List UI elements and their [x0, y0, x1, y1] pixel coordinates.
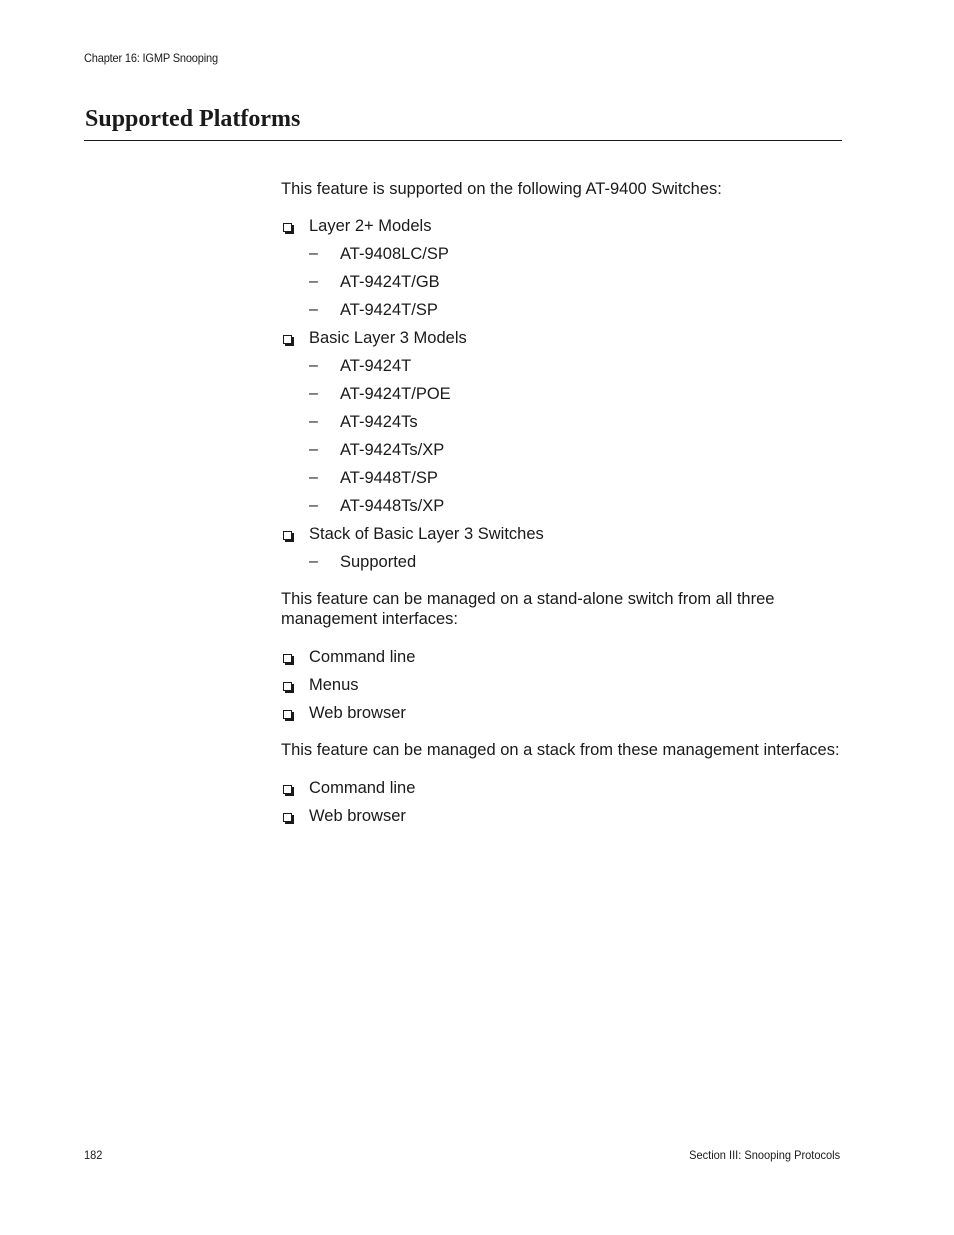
standalone-paragraph: This feature can be managed on a stand-alone switch from all three management interfaces:: [281, 590, 775, 628]
list-item: [281, 272, 841, 300]
list-item: [281, 384, 841, 412]
list-item: [281, 356, 841, 384]
model-name: AT-9424T/SP: [340, 301, 438, 319]
stack-interface-list: [281, 778, 841, 834]
checkbox-bullet-icon: [281, 677, 301, 697]
model-name: Supported: [340, 553, 417, 571]
page-title: Supported Platforms: [85, 106, 301, 132]
checkbox-bullet-icon: [281, 705, 301, 725]
model-name: AT-9448T/SP: [340, 469, 438, 487]
model-name: AT-9448Ts/XP: [340, 497, 445, 515]
list-item: [281, 496, 841, 524]
platform-group-label: Layer 2+ Models: [309, 217, 432, 235]
page-content: [281, 179, 841, 834]
model-name: AT-9408LC/SP: [340, 245, 449, 263]
platform-group-label: Stack of Basic Layer 3 Switches: [309, 525, 544, 543]
model-name: AT-9424Ts: [340, 413, 418, 431]
list-item: [281, 216, 841, 244]
list-item: [281, 647, 841, 675]
list-item: [281, 468, 841, 496]
list-item: [281, 412, 841, 440]
checkbox-bullet-icon: [281, 218, 301, 238]
dash-bullet: –: [309, 497, 318, 514]
checkbox-bullet-icon: [281, 649, 301, 669]
list-item: [281, 806, 841, 834]
list-item: [281, 244, 841, 272]
model-name: AT-9424T/GB: [340, 273, 440, 291]
title-rule: [84, 140, 842, 141]
standalone-interface-list: [281, 647, 841, 731]
page-number: 182: [84, 1148, 103, 1162]
dash-bullet: –: [309, 553, 318, 570]
dash-bullet: –: [309, 469, 318, 486]
model-name: AT-9424Ts/XP: [340, 441, 445, 459]
interface-name: Command line: [309, 648, 416, 666]
platform-list: [281, 216, 841, 580]
dash-bullet: –: [309, 273, 318, 290]
list-item: [281, 675, 841, 703]
checkbox-bullet-icon: [281, 330, 301, 350]
checkbox-bullet-icon: [281, 780, 301, 800]
list-item: [281, 300, 841, 328]
running-header-chapter: Chapter 16: IGMP Snooping: [84, 51, 218, 65]
list-item: [281, 778, 841, 806]
dash-bullet: –: [309, 357, 318, 374]
dash-bullet: –: [309, 413, 318, 430]
stack-paragraph: This feature can be managed on a stack from these management interfaces:: [281, 741, 840, 759]
model-name: AT-9424T: [340, 357, 412, 375]
interface-name: Menus: [309, 676, 359, 694]
list-item: [281, 524, 841, 552]
dash-bullet: –: [309, 385, 318, 402]
list-item: [281, 703, 841, 731]
intro-paragraph: This feature is supported on the following AT-9400 Switches:: [281, 180, 722, 198]
model-name: AT-9424T/POE: [340, 385, 451, 403]
platform-group-label: Basic Layer 3 Models: [309, 329, 467, 347]
interface-name: Command line: [309, 779, 416, 797]
dash-bullet: –: [309, 441, 318, 458]
dash-bullet: –: [309, 301, 318, 318]
checkbox-bullet-icon: [281, 526, 301, 546]
list-item: [281, 440, 841, 468]
dash-bullet: –: [309, 245, 318, 262]
running-footer-section: Section III: Snooping Protocols: [689, 1148, 840, 1162]
interface-name: Web browser: [309, 807, 406, 825]
interface-name: Web browser: [309, 704, 406, 722]
checkbox-bullet-icon: [281, 808, 301, 828]
list-item: [281, 552, 841, 580]
list-item: [281, 328, 841, 356]
